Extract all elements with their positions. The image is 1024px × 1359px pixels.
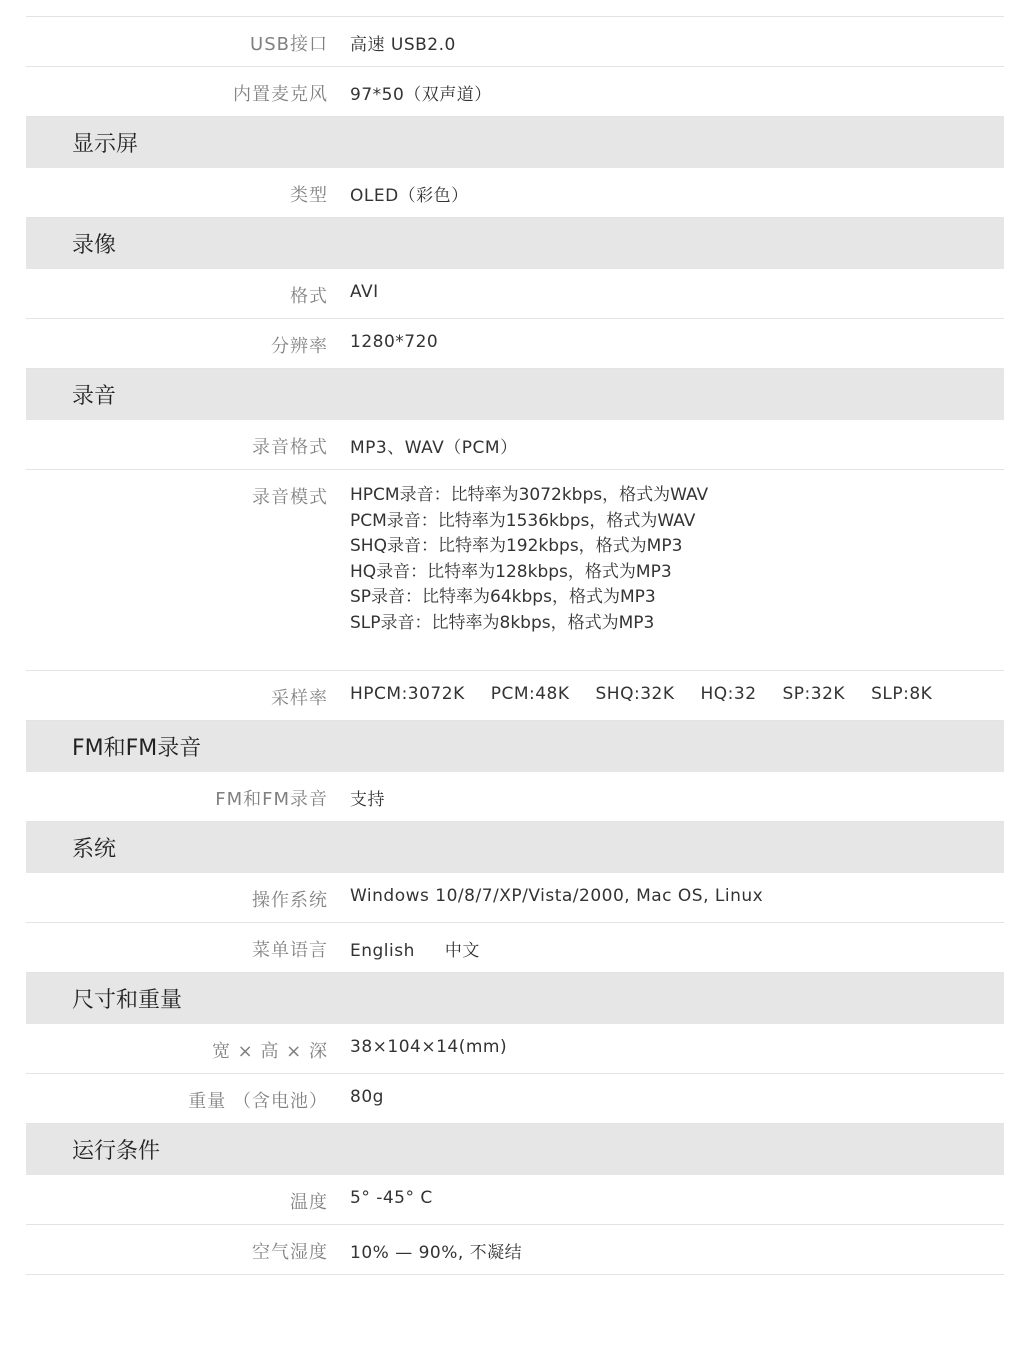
- spec-row: [26, 168, 1004, 218]
- spec-row: [26, 671, 1004, 721]
- spec-row: [26, 470, 1004, 671]
- section-header: [26, 973, 1004, 1024]
- spec-row: [26, 1024, 1004, 1074]
- spec-value: 80g: [350, 1087, 384, 1107]
- spec-label: 温度: [290, 1192, 328, 1213]
- spec-value: OLED（彩色）: [350, 186, 469, 206]
- spec-value: 高速 USB2.0: [350, 35, 456, 55]
- spec-value: Windows 10/8/7/XP/Vista/2000, Mac OS, Linux: [350, 886, 764, 906]
- spec-label: 操作系统: [252, 890, 328, 911]
- spec-value: MP3、WAV（PCM）: [350, 438, 518, 458]
- spec-row: [26, 1074, 1004, 1124]
- section-header: [26, 721, 1004, 772]
- spec-value: 5° -45° C: [350, 1188, 433, 1208]
- sample-rate-item: HQ:32: [700, 684, 757, 704]
- spec-value-line: HQ录音：比特率为128kbps，格式为MP3: [350, 561, 672, 582]
- spec-row: [26, 1225, 1004, 1275]
- spec-row: [26, 420, 1004, 470]
- language-list: [350, 936, 510, 961]
- section-header: [26, 1124, 1004, 1175]
- spec-label: USB接口: [250, 34, 328, 55]
- spec-value-list: [350, 483, 708, 636]
- section-title: 尺寸和重量: [72, 988, 183, 1013]
- spec-label: 空气湿度: [252, 1242, 328, 1263]
- spec-label: 录音模式: [252, 487, 328, 508]
- sample-rate-item: PCM:48K: [490, 684, 570, 704]
- section-header: [26, 218, 1004, 269]
- spec-label: FM和FM录音: [215, 789, 328, 810]
- section-header: [26, 117, 1004, 168]
- spec-row: [26, 67, 1004, 117]
- spec-value: 10% — 90%, 不凝结: [350, 1243, 523, 1263]
- section-title: 显示屏: [72, 132, 139, 157]
- language-item: 中文: [444, 941, 480, 961]
- sample-rate-item: SHQ:32K: [595, 684, 675, 704]
- spec-value: 支持: [350, 790, 385, 810]
- spec-value: 38×104×14(mm): [350, 1037, 508, 1057]
- section-title: 录音: [72, 384, 117, 409]
- sample-rate-list: [350, 684, 932, 704]
- spec-value: AVI: [350, 282, 379, 302]
- spec-value-line: PCM录音：比特率为1536kbps，格式为WAV: [350, 510, 696, 531]
- spec-value-line: SLP录音：比特率为8kbps，格式为MP3: [350, 612, 655, 633]
- section-header: [26, 369, 1004, 420]
- spec-value: 97*50（双声道）: [350, 85, 492, 105]
- spec-row: [26, 873, 1004, 923]
- section-title: 运行条件: [72, 1139, 161, 1164]
- spec-label: 采样率: [271, 688, 328, 709]
- spec-label: 分辨率: [271, 336, 328, 357]
- spec-label: 重量 （含电池）: [188, 1091, 328, 1112]
- spec-label: 菜单语言: [252, 940, 328, 961]
- sample-rate-item: SP:32K: [782, 684, 846, 704]
- spec-value-line: SHQ录音：比特率为192kbps，格式为MP3: [350, 536, 683, 556]
- section-title: 系统: [72, 837, 117, 862]
- spec-table: [26, 0, 1004, 1275]
- spec-row: [26, 1175, 1004, 1225]
- sample-rate-item: HPCM:3072K: [350, 684, 465, 704]
- spec-row: [26, 923, 1004, 973]
- language-item: English: [350, 941, 415, 961]
- spec-label: 内置麦克风: [233, 84, 328, 105]
- spec-value-line: SP录音：比特率为64kbps，格式为MP3: [350, 587, 656, 607]
- spec-row: [26, 0, 1004, 17]
- spec-label: 录音格式: [252, 437, 328, 458]
- section-title: 录像: [72, 233, 117, 258]
- section-title: FM和FM录音: [72, 736, 202, 761]
- spec-label: 格式: [290, 286, 328, 307]
- spec-value: 1280*720: [350, 332, 439, 352]
- spec-value-line: HPCM录音：比特率为3072kbps，格式为WAV: [350, 485, 709, 505]
- section-header: [26, 822, 1004, 873]
- spec-row: [26, 17, 1004, 67]
- spec-label: 宽 × 高 × 深: [211, 1041, 328, 1062]
- spec-row: [26, 772, 1004, 822]
- spec-label: 类型: [290, 185, 328, 206]
- spec-row: [26, 269, 1004, 319]
- spec-row: [26, 319, 1004, 369]
- sample-rate-item: SLP:8K: [871, 684, 933, 704]
